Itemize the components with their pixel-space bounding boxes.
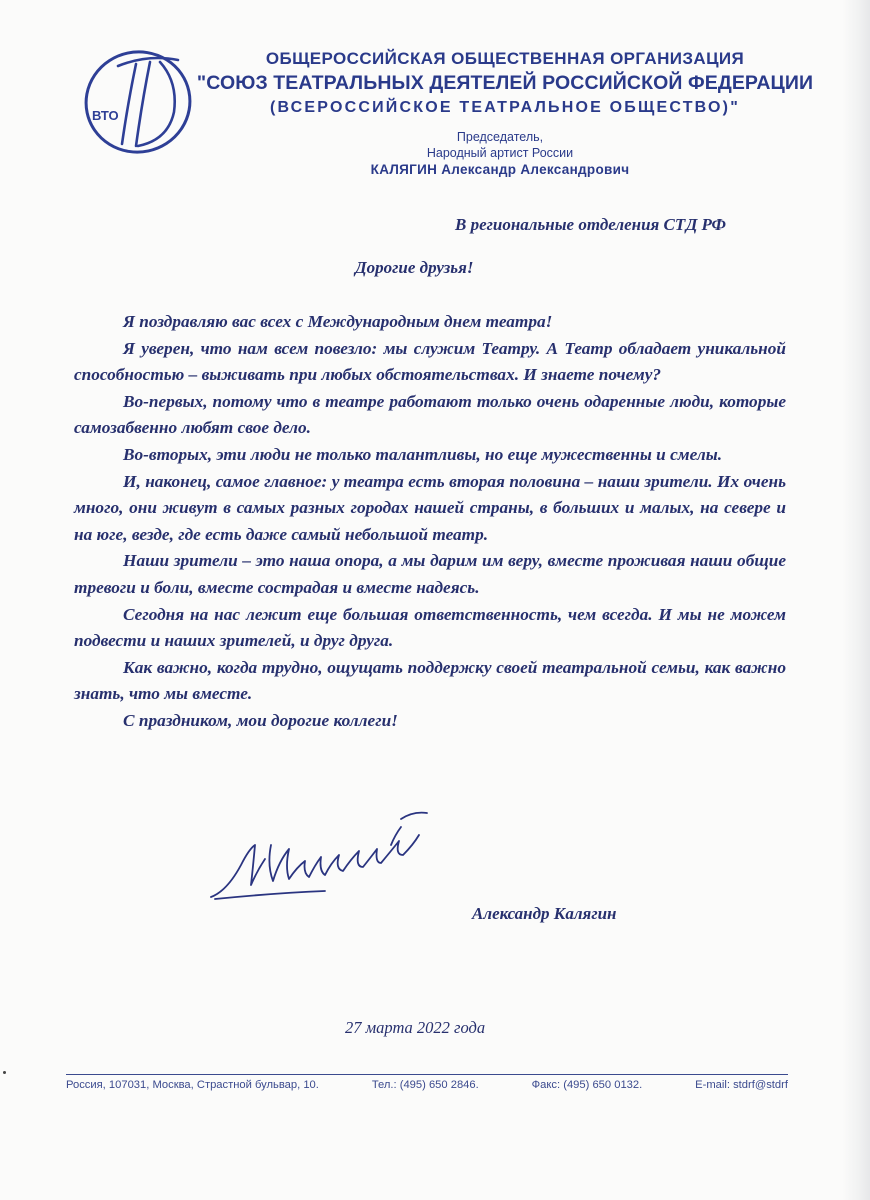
letter-paragraph: И, наконец, самое главное: у театра есть вторая половина – наши зрители. Их очень много, они живут в самых разных городах нашей страны, в больших и малых, на севере и на юге, везде, где есть даже самый небольшой театр. (74, 471, 786, 544)
letter-paragraph: Я поздравляю вас всех с Международным днем театра! (123, 312, 553, 331)
letter-paragraph: Во-первых, потому что в театре работают только очень одаренные люди, которые самозабвенно любят свое дело. (74, 391, 786, 438)
margin-speck (3, 1071, 6, 1074)
handwritten-signature-icon (205, 805, 440, 910)
letter-paragraph: Как важно, когда трудно, ощущать поддержку своей театральной семьи, как важно знать, что мы вместе. (74, 657, 786, 704)
letter-paragraph: Наши зрители – это наша опора, а мы дарим им веру, вместе проживая наши общие тревоги и боли, вместе сострадая и вместе надеясь. (74, 551, 786, 597)
paper-edge-shadow (842, 0, 870, 1200)
letter-body (74, 309, 786, 735)
footer-fax: Факс: (495) 650 0132. (531, 1079, 643, 1091)
footer-divider (66, 1074, 788, 1075)
letter-greeting: Дорогие друзья! (355, 258, 474, 277)
footer-contacts (66, 1079, 788, 1091)
org-name-line3: (ВСЕРОССИЙСКОЕ ТЕАТРАЛЬНОЕ ОБЩЕСТВО)" (269, 99, 740, 116)
chairman-block (340, 129, 660, 179)
letter-paragraph: С праздником, мои дорогие коллеги! (123, 710, 398, 730)
chairman-name: КАЛЯГИН Александр Александрович (370, 162, 630, 177)
letter-date: 27 марта 2022 года (345, 1018, 486, 1037)
footer-address: Россия, 107031, Москва, Страстной бульвар, 10. (66, 1079, 319, 1091)
footer-email: E-mail: stdrf@stdrf (695, 1079, 788, 1091)
letter-addressee: В региональные отделения СТД РФ (455, 215, 726, 234)
vto-logo-icon (78, 42, 198, 160)
letter-paragraph: Сегодня на нас лежит еще большая ответственность, чем всегда. И мы не можем подвести и наших зрителей, и друг друга. (74, 604, 786, 651)
organization-header (195, 48, 815, 120)
svg-text:ВТО: ВТО (92, 108, 119, 123)
chairman-rank: Народный артист России (426, 146, 574, 160)
org-name-line1: ОБЩЕРОССИЙСКАЯ ОБЩЕСТВЕННАЯ ОРГАНИЗАЦИЯ (265, 49, 745, 68)
chairman-title: Председатель, (456, 130, 544, 144)
letter-paragraph: Я уверен, что нам всем повезло: мы служим Театру. А Театр обладает уникальной способностью – выживать при любых обстоятельствах. И знаете почему? (74, 338, 786, 385)
signer-name: Александр Калягин (472, 904, 617, 923)
letter-paragraph: Во-вторых, эти люди не только талантливы, но еще мужественны и смелы. (123, 444, 723, 464)
footer-phone: Тел.: (495) 650 2846. (371, 1079, 479, 1091)
org-name-line2: "СОЮЗ ТЕАТРАЛЬНЫХ ДЕЯТЕЛЕЙ РОССИЙСКОЙ ФЕДЕРАЦИИ (196, 72, 814, 94)
